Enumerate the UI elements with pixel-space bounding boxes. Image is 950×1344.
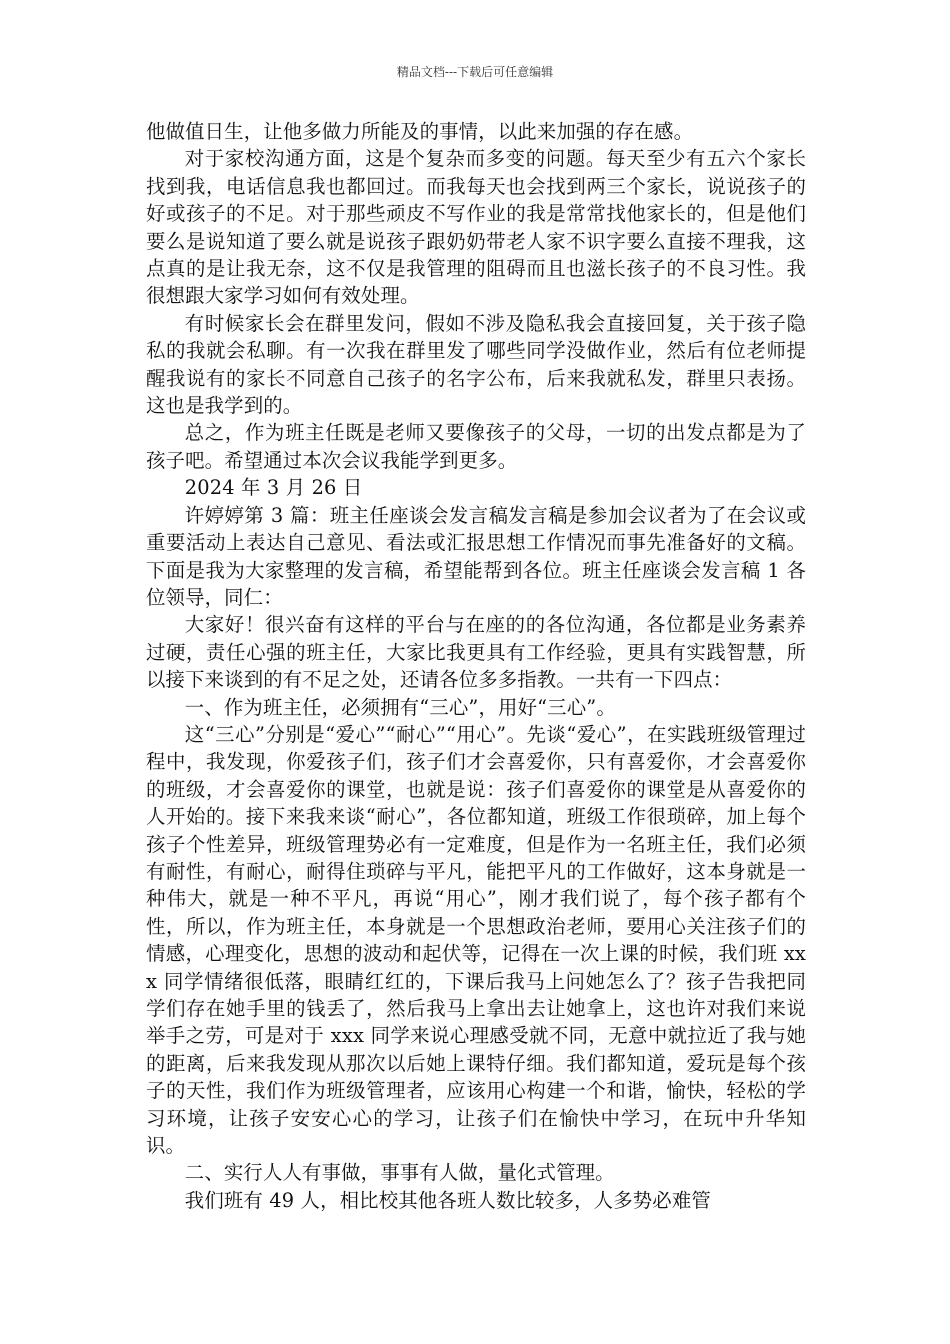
section-heading: 一、作为班主任，必须拥有“三心”，用好“三心”。: [184, 695, 616, 719]
document-body: [146, 118, 806, 1214]
section-heading: 二、实行人人有事做，事事有人做，量化式管理。: [184, 1161, 615, 1185]
paragraph: 对于家校沟通方面，这是个复杂而多变的问题。每天至少有五六个家长找到我，电话信息我也都回过。而我每天也会找到两三个家长，说说孩子的好或孩子的不足。对于那些顽皮不写作业的我是常常找他家长的，但是他们要么是说知道了要么就是说孩子跟奶奶带老人家不识字要么直接不理我，这点真的是让我无奈，这不仅是我管理的阻碍而且也滋长孩子的不良习性。我很想跟大家学习如何有效处理。: [146, 147, 806, 308]
paragraph: 总之，作为班主任既是老师又要像孩子的父母，一切的出发点都是为了孩子吧。希望通过本次会议我能学到更多。: [146, 421, 806, 472]
paragraph: 有时候家长会在群里发问，假如不涉及隐私我会直接回复，关于孩子隐私的我就会私聊。有一次我在群里发了哪些同学没做作业，然后有位老师提醒我说有的家长不同意自己孩子的名字公布，后来我就私发，群里只表扬。这也是我学到的。: [146, 311, 806, 418]
date-line: 2024 年 3 月 26 日: [184, 476, 363, 500]
paragraph: 许婷婷第 3 篇：班主任座谈会发言稿发言稿是参加会议者为了在会议或重要活动上表达自己意见、看法或汇报思想工作情况而事先准备好的文稿。下面是我为大家整理的发言稿，希望能帮到各位。班主任座谈会发言稿 1 各位领导，同仁：: [146, 503, 806, 609]
paragraph: 这“三心”分别是“爱心”“耐心”“用心”。先谈“爱心”，在实践班级管理过程中，我发现，你爱孩子们，孩子们才会喜爱你，只有喜爱你，才会喜爱你的班级，才会喜爱你的课堂，也就是说：孩子们喜爱你的课堂是从喜爱你的人开始的。接下来我来谈“耐心”，各位都知道，班级工作很琐碎，加上每个孩子个性差异，班级管理势必有一定难度，但是作为一名班主任，我们必须有耐性，有耐心，耐得住琐碎与平凡，能把平凡的工作做好，这本身就是一种伟大，就是一种不平凡，再说“用心”，刚才我们说了，每个孩子都有个性，所以，作为班主任，本身就是一个思想政治老师，要用心关注孩子们的情感，心理变化，思想的波动和起伏等，记得在一次上课的时候，我们班 xxx 同学情绪很低落，眼睛红红的，下课后我马上问她怎么了？孩子告我把同学们存在她手里的钱丢了，然后我马上拿出去让她拿上，这也许对我们来说举手之劳，可是对于 xxx 同学来说心理感受就不同，无意中就拉近了我与她的距离，后来我发现从那次以后她上课特仔细。我们都知道，爱玩是每个孩子的天性，我们作为班级管理者，应该用心构建一个和谐，愉快，轻松的学习环境，让孩子安安心心的学习，让孩子们在愉快中学习，在玩中升华知识。: [146, 722, 806, 1158]
paragraph: 大家好！很兴奋有这样的平台与在座的的各位沟通，各位都是业务素养过硬，责任心强的班主任，大家比我更具有工作经验，更具有实践智慧，所以接下来谈到的有不足之处，还请各位多多指教。一共有一下四点：: [146, 613, 806, 692]
page-header: 精品文档---下载后可任意编辑: [396, 65, 554, 79]
paragraph: 他做值日生，让他多做力所能及的事情，以此来加强的存在感。: [146, 120, 694, 143]
paragraph: 我们班有 49 人，相比校其他各班人数比较多，人多势必难管: [184, 1188, 711, 1212]
